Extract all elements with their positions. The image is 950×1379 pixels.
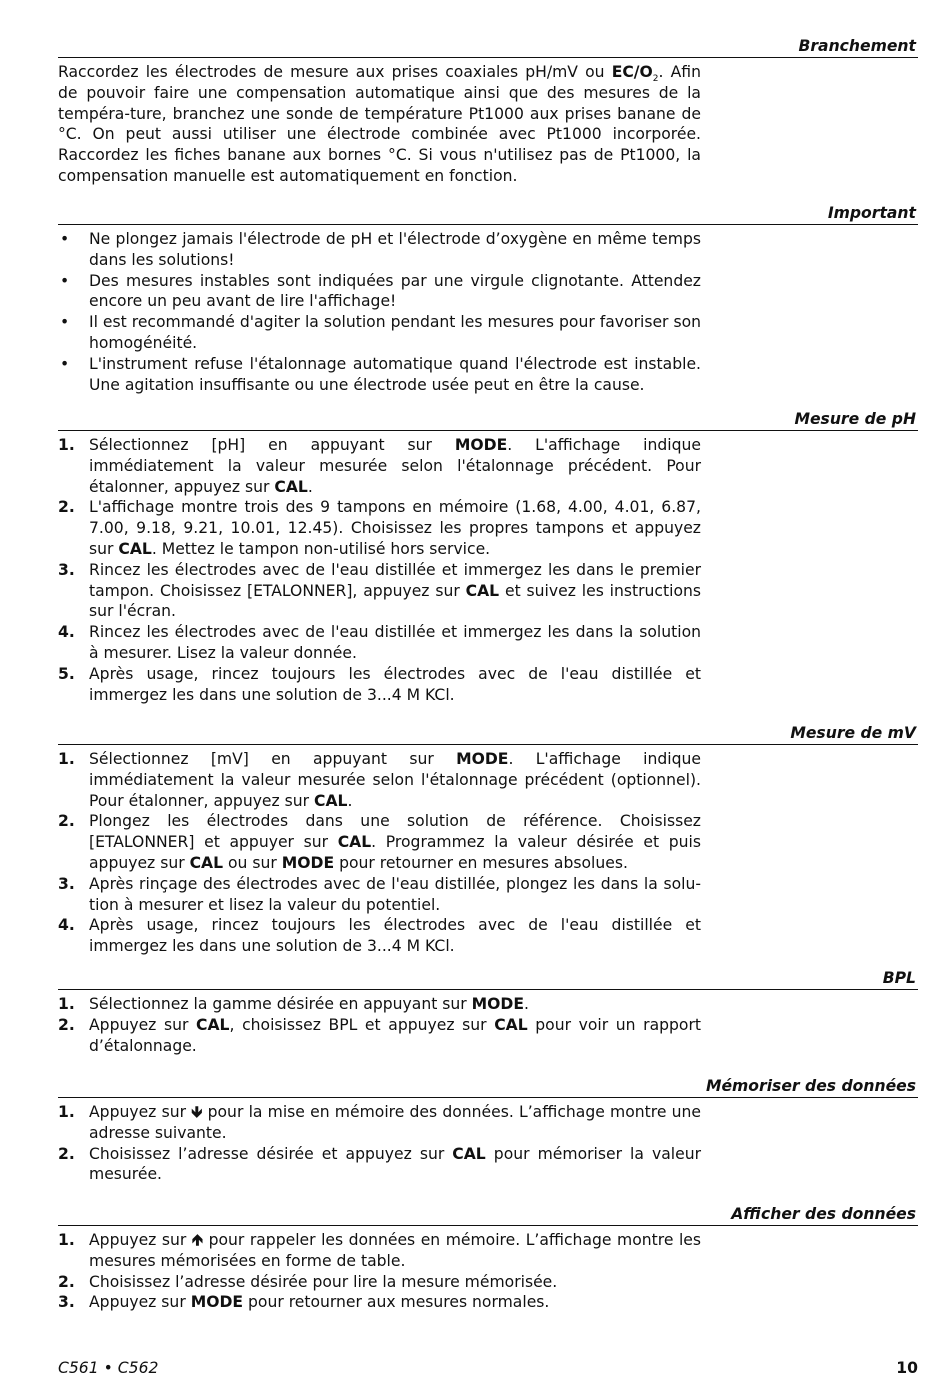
key-label: CAL	[465, 581, 500, 600]
key-label: MODE	[454, 436, 508, 454]
step-number: 4.	[58, 916, 75, 935]
step-number: 3.	[58, 560, 75, 579]
step-text: Sélectionnez [mV] en appuyant sur	[89, 750, 457, 768]
model-number: C561 • C562	[58, 1359, 159, 1377]
section-title: Mémoriser des données	[705, 1077, 916, 1095]
list-item	[58, 994, 701, 1015]
subscript: 2	[652, 74, 659, 85]
key-label: CAL	[314, 791, 348, 810]
bullet: •	[60, 230, 70, 248]
list-item	[58, 749, 701, 811]
step-text: .	[307, 477, 313, 496]
list-item	[58, 622, 701, 664]
arrow-up-icon: 🡹	[191, 1231, 204, 1249]
key-label: CAL	[274, 477, 308, 496]
bullet: •	[60, 313, 70, 332]
list-item	[58, 664, 701, 706]
step-text: Plongez les électrodes dans une solution de référence. Choisissez [ETALONNER] et appuyer sur	[89, 812, 701, 852]
step-number: 1.	[58, 1231, 75, 1249]
step-number: 1.	[58, 1103, 75, 1121]
branchement-paragraph	[58, 62, 701, 187]
key-label: CAL	[189, 853, 224, 872]
step-text: Sélectionnez la gamme désirée en appuyant sur	[89, 995, 472, 1013]
section-mesure-mv	[58, 723, 918, 957]
step-text: Rincez les électrodes avec de l'eau distillée et immergez les dans la solution à mesurer. Lisez la valeur donnée.	[89, 623, 701, 662]
paragraph-text: . Afin de pouvoir faire une compensation automatique ainsi que des mesures de la tempéra-ture, branchez une sonde de température Pt1000 aux prises banane de °C. On peut aussi utiliser une électrode combinée avec Pt1000 incorporée. Raccordez les fiches banane aux bornes °C. Si vous n'utilisez pas de Pt1000, la compensation manuelle est automatiquement en fonction.	[58, 63, 701, 185]
step-text: Après usage, rincez toujours les électrodes avec de l'eau distillée et immergez les dans une solution de 3...4 M KCl.	[89, 916, 701, 956]
section-title: Important	[827, 204, 916, 222]
section-divider	[58, 224, 918, 225]
list-item	[58, 271, 701, 313]
step-number: 2.	[58, 1144, 75, 1163]
list-item	[58, 1144, 701, 1186]
step-number: 1.	[58, 436, 75, 454]
section-title: Mesure de mV	[790, 724, 916, 742]
section-memoriser	[58, 1076, 918, 1185]
key-label: CAL	[494, 1015, 528, 1034]
list-item	[58, 1272, 701, 1293]
section-divider	[58, 1225, 918, 1226]
list-item-text: Des mesures instables sont indiquées par une virgule clignotante. Attendez encore un peu avant de lire l'affichage!	[89, 271, 701, 311]
section-title: Afficher des données	[731, 1205, 916, 1223]
section-divider	[58, 57, 918, 58]
mesure-ph-steps	[58, 435, 701, 705]
step-number: 4.	[58, 623, 75, 642]
list-item	[58, 874, 701, 916]
step-text: et suivez les instructions sur l'écran.	[89, 581, 701, 621]
afficher-steps	[58, 1230, 701, 1313]
step-text: Après rinçage des électrodes avec de l'eau distillée, plongez les dans la solu-tion à mesurer et lisez la valeur du potentiel.	[89, 874, 701, 914]
key-label: MODE	[190, 1293, 244, 1312]
key-label: CAL	[196, 1015, 230, 1034]
paragraph-text: Raccordez les électrodes de mesure aux prises coaxiales pH/mV ou	[58, 63, 612, 81]
step-number: 1.	[58, 750, 75, 768]
section-divider	[58, 744, 918, 745]
step-text: Appuyez sur	[89, 1015, 197, 1034]
section-afficher	[58, 1204, 918, 1313]
section-mesure-ph	[58, 409, 918, 705]
step-number: 5.	[58, 664, 75, 683]
arrow-down-icon: 🡻	[191, 1103, 203, 1121]
list-item	[58, 1015, 701, 1057]
step-number: 2.	[58, 1015, 75, 1034]
step-number: 2.	[58, 498, 75, 517]
step-text: .	[347, 791, 353, 810]
mesure-mv-steps	[58, 749, 701, 957]
step-text: pour rappeler les données en mémoire. L’affichage montre les mesures mémorisées en forme de table.	[89, 1231, 701, 1270]
list-item	[58, 811, 701, 873]
section-bpl	[58, 968, 918, 1056]
list-item	[58, 497, 701, 559]
bullet: •	[60, 354, 70, 373]
list-item-text: Il est recommandé d'agiter la solution pendant les mesures pour favoriser son homogénéité.	[89, 313, 701, 352]
key-label: CAL	[118, 539, 152, 558]
list-item	[58, 312, 701, 354]
key-label: CAL	[452, 1144, 486, 1163]
key-label: MODE	[471, 995, 525, 1013]
step-text: pour mémoriser la valeur mesurée.	[89, 1144, 701, 1184]
section-title: BPL	[882, 969, 916, 987]
page-number: 10	[896, 1359, 918, 1377]
step-text: Choisissez l’adresse désirée pour lire la mesure mémorisée.	[89, 1272, 558, 1291]
step-text: Appuyez sur	[89, 1103, 192, 1121]
step-text: Sélectionnez [pH] en appuyant sur	[89, 436, 455, 454]
step-text: Appuyez sur	[89, 1231, 192, 1249]
step-number: 2.	[58, 1272, 75, 1291]
list-item	[58, 1230, 701, 1272]
section-divider	[58, 430, 918, 431]
step-text: . Programmez la valeur désirée et puis appuyez sur	[89, 833, 701, 872]
step-text: .	[524, 995, 529, 1013]
step-text: ou sur	[223, 853, 282, 872]
key-label: MODE	[456, 750, 509, 768]
step-number: 3.	[58, 1293, 75, 1312]
list-item	[58, 354, 701, 396]
list-item-text: L'instrument refuse l'étalonnage automatique quand l'électrode est instable. Une agitation insuffisante ou une électrode usée peut en être la cause.	[89, 354, 701, 394]
section-title: Mesure de pH	[794, 410, 916, 428]
important-list	[58, 229, 701, 395]
list-item	[58, 560, 701, 622]
list-item	[58, 1292, 701, 1313]
section-divider	[58, 989, 918, 990]
section-important	[58, 203, 918, 395]
list-item	[58, 915, 701, 957]
step-text: . L'affichage indique immédiatement la valeur mesurée selon l'étalonnage précédent (optionnel). Pour étalonner, appuyez sur	[89, 750, 701, 810]
key-label: MODE	[281, 853, 335, 872]
section-branchement	[58, 36, 918, 187]
page-footer	[58, 1358, 918, 1378]
section-divider	[58, 1097, 918, 1098]
key-label: CAL	[337, 833, 372, 852]
step-text: pour retourner en mesures absolues.	[334, 853, 628, 872]
memoriser-steps	[58, 1102, 701, 1185]
step-text: pour voir un rapport d’étalonnage.	[89, 1015, 701, 1055]
step-text: Choisissez l’adresse désirée et appuyez sur	[89, 1144, 453, 1163]
step-text: , choisissez BPL et appuyez sur	[229, 1015, 495, 1034]
step-text: Rincez les électrodes avec de l'eau distillée et immergez les dans le premier tampon. Choisissez [ETALONNER], appuyez sur	[89, 560, 701, 600]
step-text: . L'affichage indique immédiatement la valeur mesurée selon l'étalonnage précédent. Pour étalonner, appuyez sur	[89, 436, 701, 496]
list-item	[58, 1102, 701, 1144]
step-text: L'affichage montre trois des 9 tampons en mémoire (1.68, 4.00, 4.01, 6.87, 7.00, 9.18, 9.21, 10.01, 12.45). Choisissez les propres tampons et appuyez sur	[89, 498, 701, 558]
step-text: pour la mise en mémoire des données. L’affichage montre une adresse suivante.	[89, 1103, 701, 1142]
list-item-text: Ne plongez jamais l'électrode de pH et l'électrode d’oxygène en même temps dans les solutions!	[89, 230, 701, 269]
step-number: 1.	[58, 995, 75, 1013]
step-number: 3.	[58, 874, 75, 893]
step-text: . Mettez le tampon non-utilisé hors service.	[151, 539, 491, 558]
step-text: Après usage, rincez toujours les électrodes avec de l'eau distillée et immergez les dans une solution de 3...4 M KCl.	[89, 664, 701, 704]
list-item	[58, 229, 701, 271]
step-text: pour retourner aux mesures normales.	[243, 1293, 550, 1312]
step-text: Appuyez sur	[89, 1293, 191, 1312]
section-title: Branchement	[798, 37, 916, 55]
bullet: •	[60, 271, 70, 290]
step-number: 2.	[58, 812, 75, 831]
list-item	[58, 435, 701, 497]
bpl-steps	[58, 994, 701, 1056]
paragraph-text-bold: EC/O	[611, 63, 653, 81]
